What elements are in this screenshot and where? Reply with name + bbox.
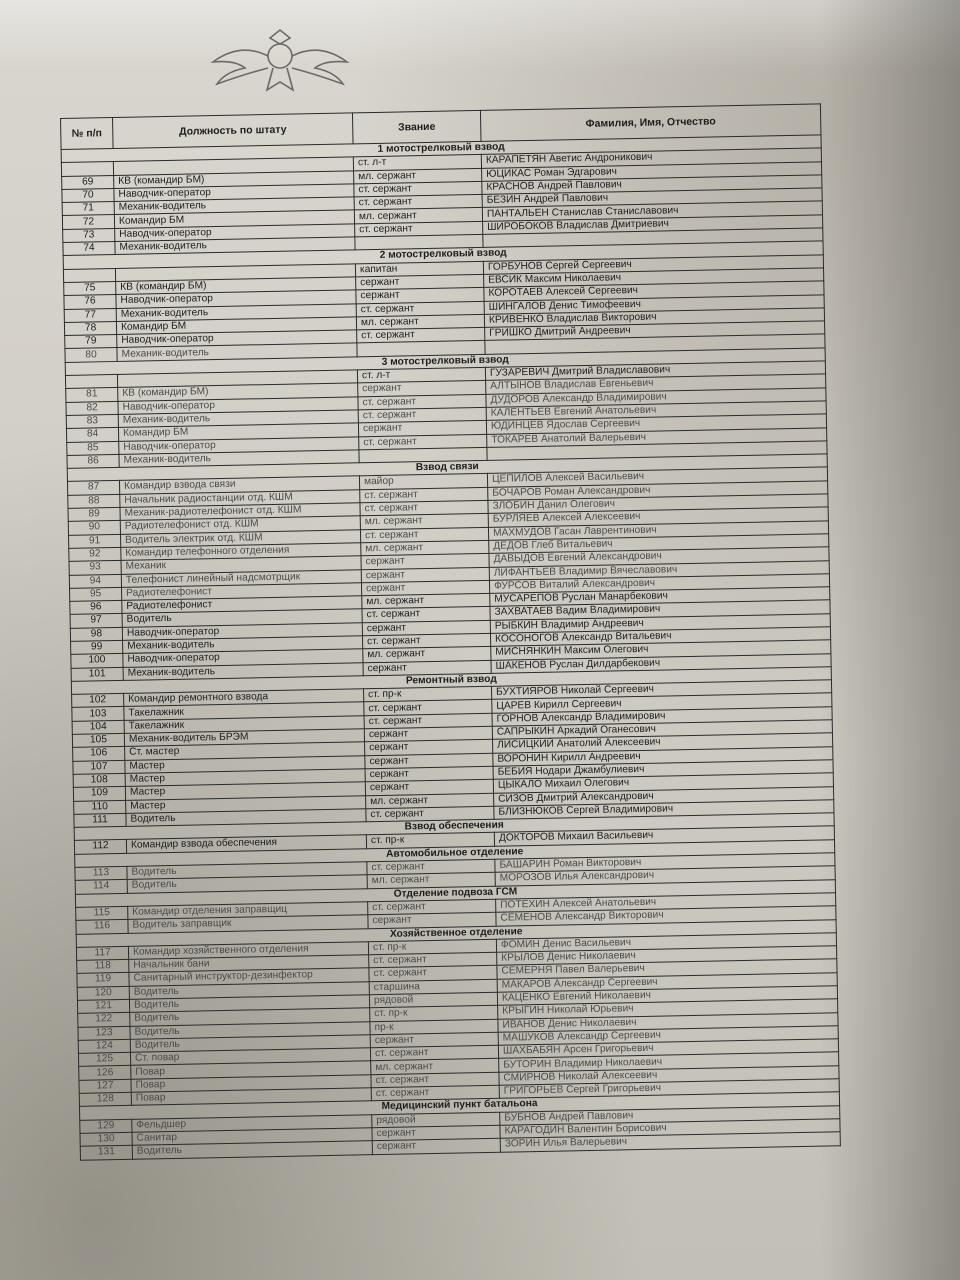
cell-name: ЗОРИН Илья Валерьевич xyxy=(500,1132,840,1152)
cell-num: 96 xyxy=(70,600,122,614)
cell-position: Механик-водитель xyxy=(123,636,363,654)
cell-rank: ст. сержант xyxy=(371,1085,499,1101)
cell-name: СМИРНОВ Николай Алексеевич xyxy=(499,1066,839,1086)
cell-position: Командир БМ xyxy=(114,210,354,228)
cell-position: Водитель электрик отд. КШМ xyxy=(120,529,360,547)
cell-rank: сержант xyxy=(365,780,493,796)
cell-name: СЕМЕРНЯ Павел Валерьевич xyxy=(497,959,837,979)
cell-position: Командир БМ xyxy=(116,317,356,335)
cell-rank: сержант xyxy=(368,912,496,928)
cell-num: 93 xyxy=(69,561,121,575)
cell-num: 127 xyxy=(79,1079,131,1093)
section-title: Отделение подвоза ГСМ xyxy=(75,879,835,907)
section-title: Ремонтный взвод xyxy=(71,667,831,695)
cell-position: Командир отделения заправщиц xyxy=(128,902,368,920)
cell-name: СИЗОВ Дмитрий Александрович xyxy=(494,786,834,806)
cell-rank: ст. сержант xyxy=(354,195,482,211)
cell-rank: ст. сержант xyxy=(370,1045,498,1061)
cell-num: 77 xyxy=(64,308,116,322)
cell-position: Мастер xyxy=(125,782,365,800)
cell-position: Радиотелефонист xyxy=(122,583,362,601)
cell-rank: ст. сержант xyxy=(364,700,492,716)
cell-name: БЕЗИН Андрей Павлович xyxy=(482,188,822,208)
cell-name: ШАХБАБЯН Арсен Григорьевич xyxy=(498,1039,838,1059)
cell-num: 85 xyxy=(67,441,119,455)
cell-rank: ст. сержант xyxy=(357,328,485,344)
cell-num: 111 xyxy=(74,813,126,827)
cell-rank: ст. сержант xyxy=(369,966,497,982)
cell-rank: ст. сержант xyxy=(358,394,486,410)
cell-position: Начальник радиостанции отд. КШМ xyxy=(120,490,360,508)
cell-position: Такелажник xyxy=(124,702,364,720)
cell-rank: ст. пр-к xyxy=(368,939,496,955)
cell-name: ПОТЕХИН Алексей Анатольевич xyxy=(496,893,836,913)
cell-position: Мастер xyxy=(125,769,365,787)
cell-position: Механик-водитель xyxy=(115,237,355,255)
cell-num: 102 xyxy=(72,694,124,708)
cell-num: 69 xyxy=(62,175,114,189)
cell-name: ЦАРЕВ Кирилл Сергеевич xyxy=(492,693,832,713)
cell-position: Водитель xyxy=(122,609,362,627)
cell-num: 76 xyxy=(64,295,116,309)
cell-rank: ст. л-т xyxy=(357,367,485,383)
cell-name: ЗАХВАТАЕВ Вадим Владимирович xyxy=(490,600,830,620)
cell-position: Механик-водитель БРЭМ xyxy=(124,729,364,747)
cell-num: 73 xyxy=(63,228,115,242)
cell-name: БЕБИЯ Нодари Джамбулиевич xyxy=(493,760,833,780)
cell-rank: мл. сержант xyxy=(371,1059,499,1075)
cell-num: 97 xyxy=(70,614,122,628)
cell-num xyxy=(61,162,113,176)
cell-rank: ст. сержант xyxy=(360,500,488,516)
cell-num: 89 xyxy=(68,507,120,521)
header-name: Фамилия, Имя, Отчество xyxy=(480,104,821,142)
cell-position: Механик xyxy=(121,556,361,574)
cell-rank: ст. сержант xyxy=(364,713,492,729)
cell-num: 72 xyxy=(62,215,114,229)
cell-position: Водитель xyxy=(127,875,367,893)
cell-num: 83 xyxy=(66,414,118,428)
cell-name: РЫБКИН Владимир Андреевич xyxy=(490,613,830,633)
cell-position: Наводчик-оператор xyxy=(115,224,355,242)
cell-rank: мл. сержант xyxy=(363,647,491,663)
cell-name: ГУЗАРЕВИЧ Дмитрий Владиславович xyxy=(485,361,825,381)
cell-name: ЦЫКАЛО Михаил Олегович xyxy=(493,773,833,793)
personnel-list xyxy=(60,103,842,1267)
cell-num: 121 xyxy=(77,999,129,1013)
cell-position: Начальник бани xyxy=(129,955,369,973)
cell-rank: сержант xyxy=(356,288,484,304)
cell-num: 74 xyxy=(63,242,115,256)
cell-rank: пр-к xyxy=(370,1019,498,1035)
cell-rank: ст. сержант xyxy=(366,806,494,822)
cell-position: Санитар xyxy=(132,1128,372,1146)
header-rank: Звание xyxy=(352,110,481,143)
cell-rank: сержант xyxy=(365,766,493,782)
cell-name: КАРАГОДИН Валентин Борисович xyxy=(500,1119,840,1139)
cell-position: Водитель xyxy=(127,862,367,880)
section-title: 3 мотострелковый взвод xyxy=(65,348,825,376)
cell-num: 129 xyxy=(80,1119,132,1133)
cell-name: МОРОЗОВ Илья Александрович xyxy=(495,866,835,886)
cell-num: 105 xyxy=(72,733,124,747)
header-num: № п/п xyxy=(61,117,114,149)
cell-name: ЛИФАНТЬЕВ Владимир Вячеславович xyxy=(489,560,829,580)
cell-name: БУХТИЯРОВ Николай Сергеевич xyxy=(491,680,831,700)
cell-position: Механик-водитель xyxy=(114,197,354,215)
cell-name: ГОРБУНОВ Сергей Сергеевич xyxy=(483,255,823,275)
cell-name: БУТОРИН Владимир Николаевич xyxy=(499,1052,839,1072)
cell-num: 101 xyxy=(71,667,123,681)
cell-rank: сержант xyxy=(363,660,491,676)
cell-num: 81 xyxy=(66,388,118,402)
cell-position: Механик-водитель xyxy=(119,450,359,468)
cell-name: АЛТЫНОВ Владислав Евгеньевич xyxy=(486,374,826,394)
cell-position: Повар xyxy=(131,1088,371,1106)
cell-num: 78 xyxy=(64,321,116,335)
cell-num: 124 xyxy=(78,1039,130,1053)
cell-position: Такелажник xyxy=(124,716,364,734)
cell-position: Наводчик-оператор xyxy=(122,622,362,640)
cell-position: КВ (командир БМ) xyxy=(118,383,358,401)
cell-position: Водитель xyxy=(130,1035,370,1053)
cell-rank: ст. сержант xyxy=(359,434,487,450)
cell-name: БУБНОВ Андрей Павлович xyxy=(500,1105,840,1125)
cell-position: Наводчик-оператор xyxy=(119,436,359,454)
cell-name: МИСНЯНКИН Максим Олегович xyxy=(491,640,831,660)
cell-rank: ст. сержант xyxy=(362,633,490,649)
cell-rank: мл. сержант xyxy=(360,514,488,530)
cell-rank: ст. сержант xyxy=(371,1072,499,1088)
cell-rank: мл. сержант xyxy=(361,540,489,556)
cell-num: 94 xyxy=(69,574,121,588)
cell-rank: рядовой xyxy=(372,1112,500,1128)
cell-name: ЕВСИК Максим Николаевич xyxy=(484,268,824,288)
cell-position: Механик-водитель xyxy=(123,662,363,680)
cell-name: ВОРОНИН Кирилл Андреевич xyxy=(493,746,833,766)
cell-name: КРАСНОВ Андрей Павлович xyxy=(482,175,822,195)
cell-position: Водитель xyxy=(129,995,369,1013)
cell-name: БОЧАРОВ Роман Александрович xyxy=(488,481,828,501)
cell-rank: сержант xyxy=(361,580,489,596)
cell-num: 82 xyxy=(66,401,118,415)
cell-name: МАШУКОВ Александр Сергеевич xyxy=(498,1026,838,1046)
cell-num: 87 xyxy=(67,481,119,495)
cell-position: Наводчик-оператор xyxy=(114,184,354,202)
cell-rank: рядовой xyxy=(369,992,497,1008)
cell-rank: ст. сержант xyxy=(360,527,488,543)
cell-position: Повар xyxy=(131,1061,371,1079)
section-title: Хозяйственное отделение xyxy=(76,919,836,947)
cell-rank: сержант xyxy=(361,567,489,583)
cell-rank: сержант xyxy=(358,381,486,397)
cell-position: Ст. повар xyxy=(130,1048,370,1066)
cell-position: Санитарный инструктор-дезинфектор xyxy=(129,968,369,986)
cell-rank: сержант xyxy=(361,554,489,570)
cell-rank: ст. пр-к xyxy=(364,686,492,702)
cell-name: ШИРОБОКОВ Владислав Дмитриевич xyxy=(483,215,823,235)
cell-position: Фельдшер xyxy=(132,1114,372,1132)
cell-rank: ст. сержант xyxy=(368,899,496,915)
cell-name: САПРЫКИН Аркадий Оганесович xyxy=(492,720,832,740)
cell-name: КАЛЕНТЬЕВ Евгений Анатольевич xyxy=(486,401,826,421)
cell-name: ПАНТАЛЬЕН Станислав Станиславович xyxy=(482,201,822,221)
cell-name: ФУРСОВ Виталий Александрович xyxy=(489,574,829,594)
cell-rank: ст. сержант xyxy=(358,407,486,423)
cell-position: Водитель xyxy=(129,981,369,999)
cell-num: 80 xyxy=(65,348,117,362)
cell-rank: ст. сержант xyxy=(356,301,484,317)
cell-num: 123 xyxy=(78,1026,130,1040)
cell-position: Механик-водитель xyxy=(117,343,357,361)
cell-name: ИВАНОВ Денис Николаевич xyxy=(498,1012,838,1032)
cell-rank: сержант xyxy=(372,1125,500,1141)
emblem-icon xyxy=(195,22,365,102)
cell-position: Командир взвода связи xyxy=(119,476,359,494)
cell-rank: мл. сержант xyxy=(354,168,482,184)
cell-name: СЕМЕНОВ Александр Викторович xyxy=(496,906,836,926)
cell-rank: мл. сержант xyxy=(366,793,494,809)
cell-num: 130 xyxy=(80,1132,132,1146)
cell-rank: сержант xyxy=(358,421,486,437)
cell-position: Водитель xyxy=(130,1008,370,1026)
cell-position: Командир БМ xyxy=(118,423,358,441)
cell-position: Телефонист линейный надсмотрщик xyxy=(121,569,361,587)
cell-position: Наводчик-оператор xyxy=(116,290,356,308)
cell-num: 106 xyxy=(73,747,125,761)
cell-position: Радиотелефонист xyxy=(122,596,362,614)
cell-name: ДАВЫДОВ Евгений Александрович xyxy=(489,547,829,567)
cell-num: 88 xyxy=(68,494,120,508)
cell-num: 118 xyxy=(77,959,129,973)
cell-num: 71 xyxy=(62,202,114,216)
cell-rank: ст. сержант xyxy=(354,181,482,197)
section-title: 1 мотострелковый взвод xyxy=(61,135,821,163)
cell-position: Командир телефонного отделения xyxy=(121,543,361,561)
cell-rank: сержант xyxy=(365,753,493,769)
cell-rank: ст. сержант xyxy=(369,952,497,968)
cell-position: Водитель xyxy=(126,809,366,827)
cell-num: 92 xyxy=(69,547,121,561)
cell-num: 90 xyxy=(68,521,120,535)
cell-position: КВ (командир БМ) xyxy=(114,170,354,188)
cell-num: 128 xyxy=(79,1092,131,1106)
cell-num: 104 xyxy=(72,720,124,734)
cell-position: Командир взвода обеспечения xyxy=(126,835,366,853)
cell-num: 125 xyxy=(78,1053,130,1067)
cell-num: 126 xyxy=(79,1066,131,1080)
cell-position: Мастер xyxy=(126,795,366,813)
cell-num: 122 xyxy=(78,1013,130,1027)
table-body xyxy=(61,135,840,1160)
cell-name: МАКАРОВ Александр Сергеевич xyxy=(497,972,837,992)
cell-name: КРЫЛОВ Денис Николаевич xyxy=(497,946,837,966)
cell-name: МУСАРЕПОВ Руслан Манарбекович xyxy=(490,587,830,607)
cell-num: 100 xyxy=(71,654,123,668)
header-position: Должность по штату xyxy=(112,113,353,149)
cell-rank: сержант xyxy=(370,1032,498,1048)
cell-position: Механик-водитель xyxy=(116,303,356,321)
cell-num: 110 xyxy=(74,800,126,814)
cell-num: 108 xyxy=(73,773,125,787)
cell-name: ГРИШКО Дмитрий Андреевич xyxy=(485,321,825,341)
cell-name: ФОМИН Денис Васильевич xyxy=(496,933,836,953)
cell-rank: ст. сержант xyxy=(367,859,495,875)
cell-num: 112 xyxy=(74,840,126,854)
cell-name: КРЫГИН Николай Юрьевич xyxy=(498,999,838,1019)
cell-rank: сержант xyxy=(362,620,490,636)
edge-shadow xyxy=(820,0,960,1280)
cell-name: КАРАПЕТЯН Аветис Андроникович xyxy=(481,148,821,168)
cell-name: ШИНГАЛОВ Денис Тимофеевич xyxy=(484,294,824,314)
paper-highlight xyxy=(0,0,960,70)
cell-num: 109 xyxy=(73,787,125,801)
cell-name: ЮДИНЦЕВ Ядослав Сергеевич xyxy=(486,414,826,434)
section-title: Автомобильное отделение xyxy=(75,839,835,867)
cell-num: 91 xyxy=(69,534,121,548)
cell-name: ГРИГОРЬЕВ Сергей Григорьевич xyxy=(499,1079,839,1099)
cell-position: Мастер xyxy=(125,755,365,773)
cell-name: ЦЕПИЛОВ Алексей Васильевич xyxy=(487,467,827,487)
cell-num: 86 xyxy=(67,454,119,468)
cell-rank: ст. л-т xyxy=(353,155,481,171)
cell-position: Командир ремонтного взвода xyxy=(124,689,364,707)
cell-rank: капитан xyxy=(355,261,483,277)
cell-num: 103 xyxy=(72,707,124,721)
cell-name: ЗЛОБИН Данил Олегович xyxy=(488,494,828,514)
cell-num: 75 xyxy=(64,281,116,295)
cell-position: Водитель xyxy=(130,1021,370,1039)
cell-position: Ст. мастер xyxy=(125,742,365,760)
cell-name: КОРОТАЕВ Алексей Сергеевич xyxy=(484,281,824,301)
cell-num: 131 xyxy=(80,1146,132,1160)
cell-position: Наводчик-оператор xyxy=(123,649,363,667)
cell-num: 84 xyxy=(66,428,118,442)
cell-num: 107 xyxy=(73,760,125,774)
cell-name: ДОКТОРОВ Михаил Васильевич xyxy=(494,826,834,846)
cell-position: Водитель заправщик xyxy=(128,915,368,933)
section-title: Взвод обеспечения xyxy=(74,813,834,841)
cell-name: БЛИЗНЮКОВ Сергей Владимирович xyxy=(494,800,834,820)
cell-rank: майор xyxy=(359,474,487,490)
cell-name: ЛИСИЦКИЙ Анатолий Алексеевич xyxy=(493,733,833,753)
cell-num xyxy=(63,268,115,282)
cell-rank: ст. сержант xyxy=(362,607,490,623)
cell-position: Механик-водитель xyxy=(118,410,358,428)
cell-num: 116 xyxy=(76,920,128,934)
cell-num: 99 xyxy=(71,640,123,654)
cell-name: КРИВЕНКО Владислав Викторович xyxy=(484,308,824,328)
cell-num: 114 xyxy=(75,880,127,894)
cell-rank: сержант xyxy=(364,726,492,742)
cell-name: ШАКЕНОВ Руслан Дилдарбекович xyxy=(491,653,831,673)
cell-name: МАХМУДОВ Гасан Лаврентинович xyxy=(488,520,828,540)
cell-rank: сержант xyxy=(356,274,484,290)
cell-position: Повар xyxy=(131,1074,371,1092)
cell-num: 115 xyxy=(76,906,128,920)
cell-rank: мл. сержант xyxy=(354,208,482,224)
cell-rank: ст. пр-к xyxy=(366,833,494,849)
cell-position: Наводчик-оператор xyxy=(118,396,358,414)
cell-num: 119 xyxy=(77,973,129,987)
cell-name: БУРЛЯЕВ Алексей Алексеевич xyxy=(488,507,828,527)
cell-num: 120 xyxy=(77,986,129,1000)
cell-name: КАЦЕНКО Евгений Николаевич xyxy=(497,986,837,1006)
cell-rank: мл. сержант xyxy=(362,593,490,609)
cell-num: 113 xyxy=(75,866,127,880)
cell-num xyxy=(65,374,117,388)
cell-rank: ст. пр-к xyxy=(370,1006,498,1022)
cell-num: 95 xyxy=(70,587,122,601)
cell-position: КВ (командир БМ) xyxy=(116,277,356,295)
cell-name: ГОРНОВ Александр Владимирович xyxy=(492,707,832,727)
cell-rank: сержант xyxy=(372,1139,500,1155)
cell-name: БАШАРИН Роман Викторович xyxy=(495,853,835,873)
cell-position: Радиотелефонист отд. КШМ xyxy=(120,516,360,534)
cell-position: Водитель xyxy=(132,1141,372,1159)
cell-name: ТОКАРЕВ Анатолий Валерьевич xyxy=(487,427,827,447)
section-title: Медицинский пункт батальона xyxy=(79,1092,839,1120)
cell-num: 117 xyxy=(76,946,128,960)
section-title: Взвод связи xyxy=(67,454,827,482)
cell-position: Наводчик-оператор xyxy=(117,330,357,348)
cell-name: ДУДОРОВ Александр Владимирович xyxy=(486,387,826,407)
cell-rank: мл. сержант xyxy=(367,873,495,889)
cell-rank: старшина xyxy=(369,979,497,995)
cell-name: ДЕДОВ Глеб Витальевич xyxy=(489,534,829,554)
cell-rank: мл. сержант xyxy=(356,314,484,330)
cell-rank: ст. сержант xyxy=(360,487,488,503)
section-title: 2 мотострелковый взвод xyxy=(63,241,823,269)
cell-name: ЮЦИКАС Роман Эдгарович xyxy=(482,161,822,181)
cell-rank: ст. сержант xyxy=(355,221,483,237)
cell-name: КОСОНОГОВ Александр Витальевич xyxy=(490,627,830,647)
cell-rank: сержант xyxy=(365,740,493,756)
cell-num: 98 xyxy=(70,627,122,641)
cell-position: Командир хозяйственного отделения xyxy=(128,942,368,960)
cell-num: 70 xyxy=(62,188,114,202)
cell-num: 79 xyxy=(65,335,117,349)
personnel-table xyxy=(60,103,841,1160)
cell-position: Механик-радиотелефонист отд. КШМ xyxy=(120,503,360,521)
